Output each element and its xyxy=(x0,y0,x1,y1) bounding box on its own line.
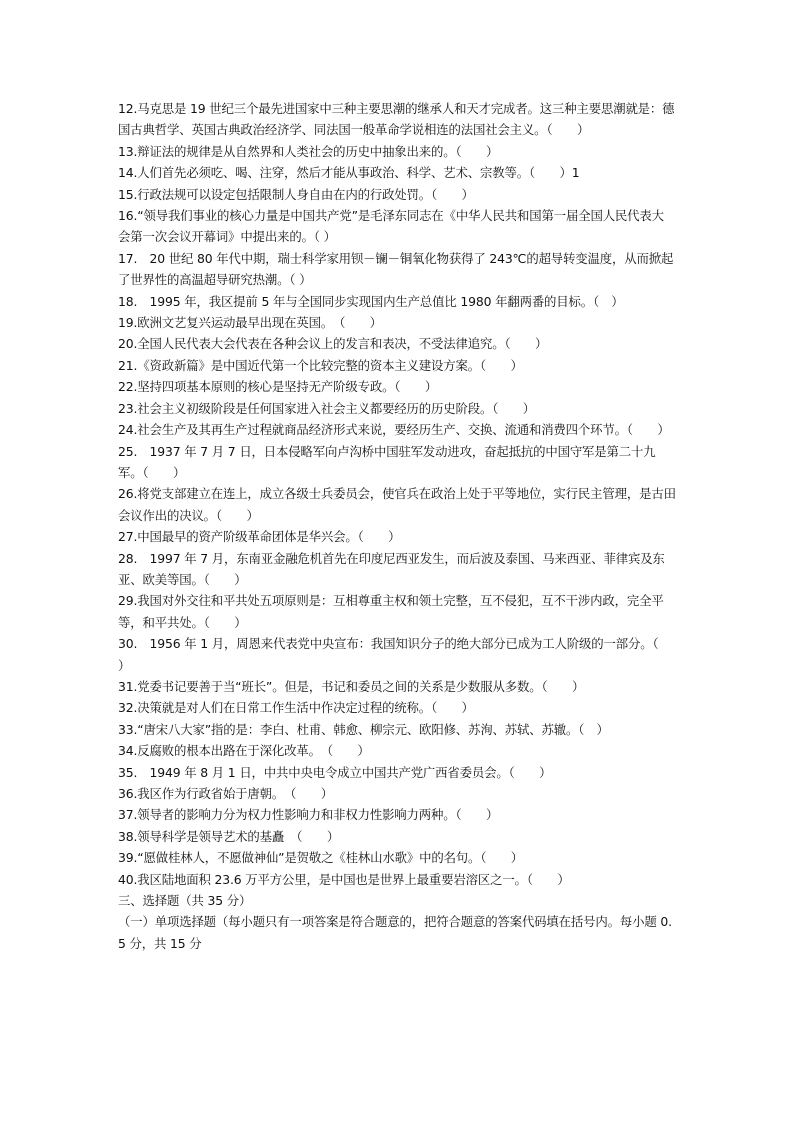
question-item: 17. 20 世纪 80 年代中期，瑞士科学家用钡－镧－铜氧化物获得了 243℃的超导转变温度，从而掀起了世界性的高温超导研究热潮。（ ） xyxy=(118,250,674,288)
question-item: 19.欧洲文艺复兴运动最早出现在英国。 （ ） xyxy=(118,315,382,331)
question-item: 38.领导科学是领导艺术的基矗 （ ） xyxy=(118,828,340,844)
question-item: 32.决策就是对人们在日常工作生活中作决定过程的统称。（ ） xyxy=(118,700,474,716)
question-item: 13.辩证法的规律是从自然界和人类社会的历史中抽象出来的。（ ） xyxy=(118,143,499,159)
question-item: 28. 1997 年 7 月，东南亚金融危机首先在印度尼西亚发生，而后波及泰国、马来西亚、菲律宾及东亚、欧美等国。（ ） xyxy=(118,550,665,587)
question-item: 40.我区陆地面积 23.6 万平方公里，是中国也是世界上最重要岩溶区之一。（ ） xyxy=(118,871,570,887)
question-item: 34.反腐败的根本出路在于深化改革。 （ ） xyxy=(118,743,370,759)
question-item: 18. 1995 年，我区提前 5 年与全国同步实现国内生产总值比 1980 年翻两番的目标。（ ） xyxy=(118,293,624,309)
subsection-instructions: （一）单项选择题（每小题只有一项答案是符合题意的，把符合题意的答案代码填在括号内。每小题 0.5 分，共 15 分 xyxy=(118,914,672,951)
question-item: 21.《资政新篇》是中国近代第一个比较完整的资本主义建设方案。（ ） xyxy=(118,357,523,373)
question-item: 14.人们首先必须吃、喝、注穿，然后才能从事政治、科学、艺术、宗教等。（ ）1 xyxy=(118,165,580,181)
question-item: 33.“唐宋八大家”指的是：李白、杜甫、韩愈、柳宗元、欧阳修、苏洵、苏轼、苏辙。（ ） xyxy=(118,721,609,737)
question-item: 15.行政法规可以设定包括限制人身自由在内的行政处罚。（ ） xyxy=(118,186,474,202)
question-item: 22.坚持四项基本原则的核心是坚持无产阶级专政。（ ） xyxy=(118,379,438,395)
question-item: 25. 1937 年 7 月 7 日，日本侵略军向卢沟桥中国驻军发动进攻，奋起抵抗的中国守军是第二十九军。（ ） xyxy=(118,443,656,480)
question-item: 37.领导者的影响力分为权力性影响力和非权力性影响力两种。（ ） xyxy=(118,807,499,823)
question-item: 26.将党支部建立在连上，成立各级士兵委员会，使官兵在政治上处于平等地位，实行民主管理，是古田会议作出的决议。（ ） xyxy=(118,486,676,523)
question-item: 12.马克思是 19 世纪三个最先进国家中三种主要思潮的继承人和天才完成者。这三种主要思潮就是：德国古典哲学、英国古典政治经济学、同法国一般革命学说相连的法国社会主义。（ ） xyxy=(118,101,675,138)
question-item: 29.我国对外交往和平共处五项原则是：互相尊重主权和领土完整，互不侵犯，互不干涉内政，完全平等，和平共处。（ ） xyxy=(118,593,664,630)
document-body xyxy=(118,98,683,954)
question-item: 16.“领导我们事业的核心力量是中国共产党”是毛泽东同志在《中华人民共和国第一届全国人民代表大会第一次会议开幕词》中提出来的。（ ） xyxy=(118,208,664,245)
question-item: 27.中国最早的资产阶级革命团体是华兴会。（ ） xyxy=(118,529,401,545)
question-item: 39.“愿做桂林人，不愿做神仙”是贺敬之《桂林山水歌》中的名句。（ ） xyxy=(118,850,524,866)
section-heading: 三、选择题（共 35 分） xyxy=(118,893,252,909)
question-item: 36.我区作为行政省始于唐朝。 （ ） xyxy=(118,786,333,801)
question-item: 24.社会生产及其再生产过程就商品经济形式来说，要经历生产、交换、流通和消费四个环节。（ ） xyxy=(118,422,670,438)
question-item: 31.党委书记要善于当“班长”。但是，书记和委员之间的关系是少数服从多数。（ ） xyxy=(118,678,585,694)
question-item: 30. 1956 年 1 月，周恩来代表党中央宣布：我国知识分子的绝大部分已成为工人阶级的一部分。（ ） xyxy=(118,636,683,673)
question-item: 20.全国人民代表大会代表在各种会议上的发言和表决，不受法律追究。（ ） xyxy=(118,336,548,352)
question-item: 23.社会主义初级阶段是任何国家进入社会主义都要经历的历史阶段。（ ） xyxy=(118,400,535,416)
question-item: 35. 1949 年 8 月 1 日，中共中央电令成立中国共产党广西省委员会。（ ） xyxy=(118,764,552,780)
